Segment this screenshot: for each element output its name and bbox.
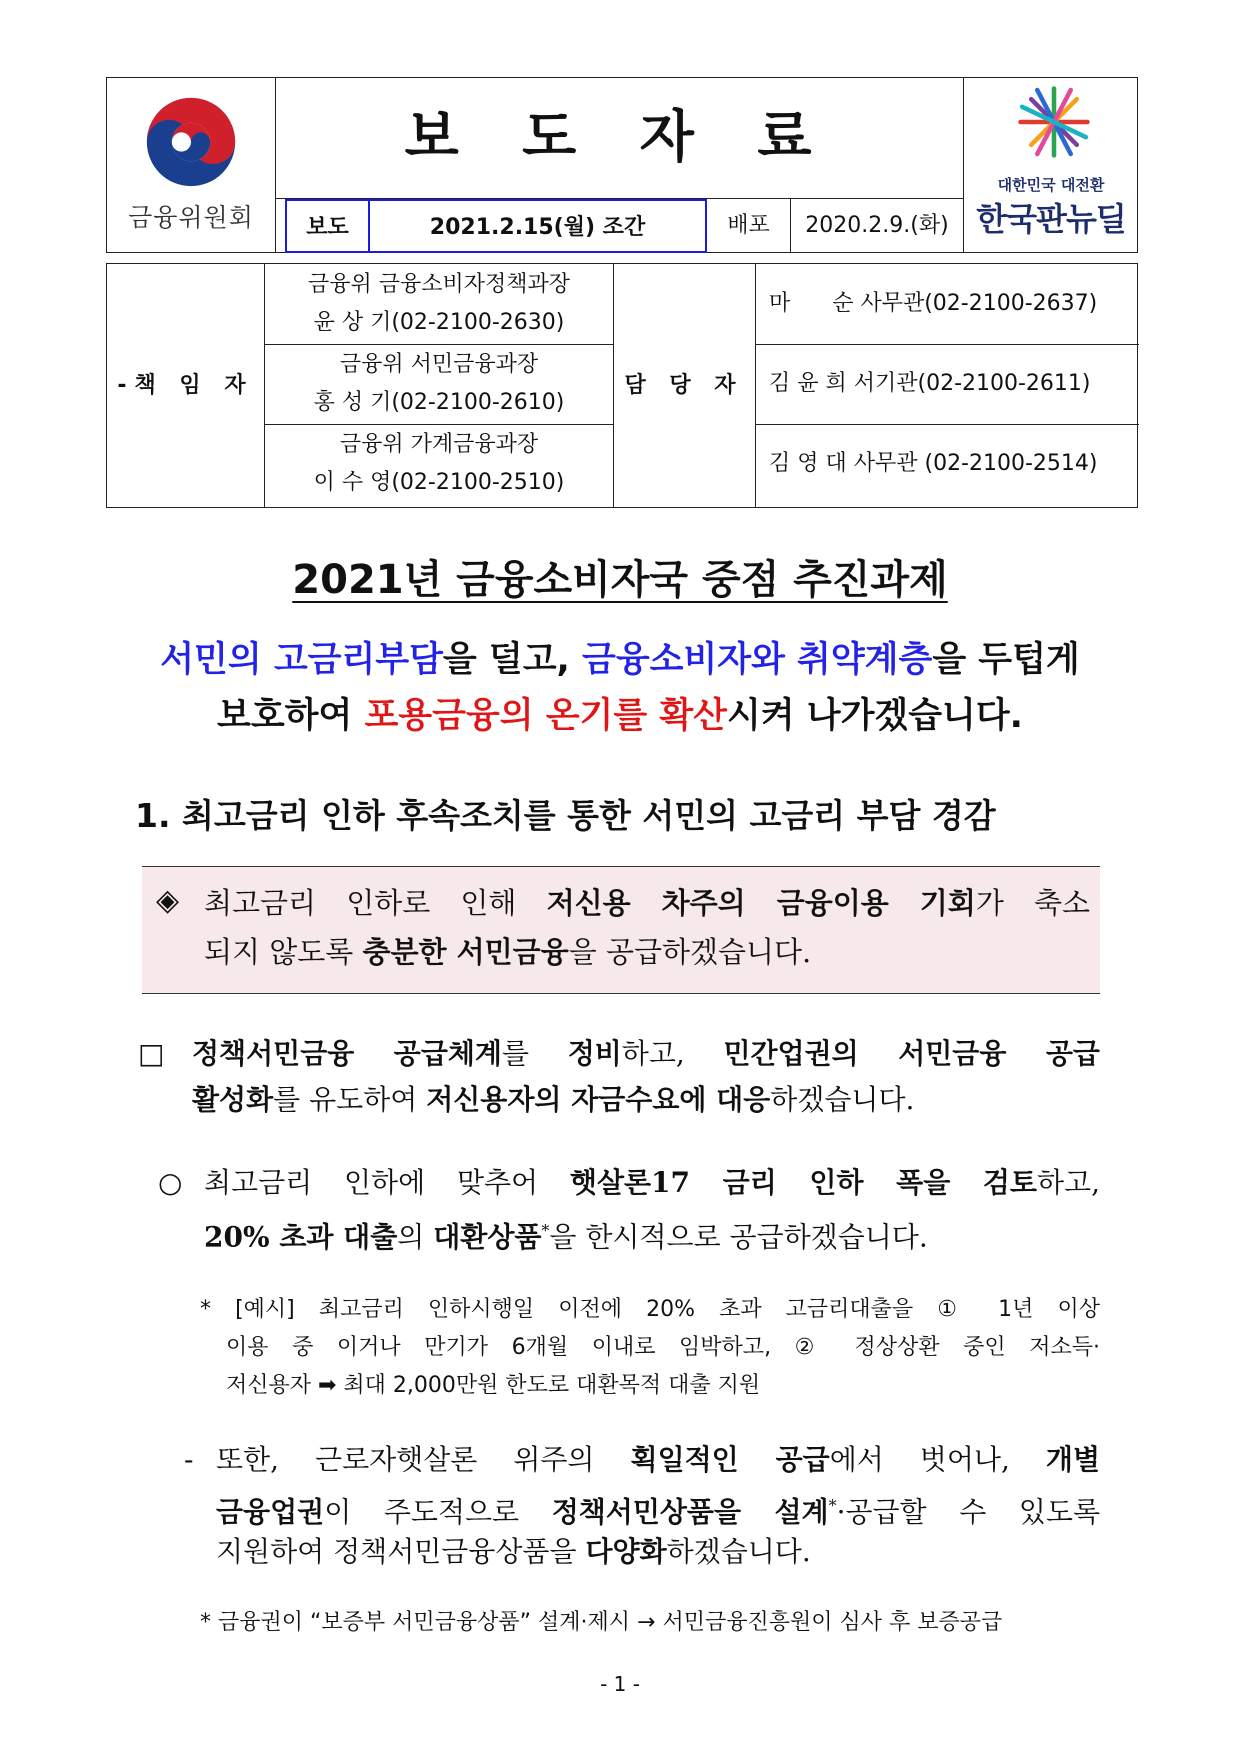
circle-bullet-icon: ○ [158, 1166, 183, 1199]
policy-paragraph-line-2 [192, 1077, 914, 1123]
responsible-name: 홍 성 기(02-2100-2610) [313, 390, 565, 415]
bold-text: 저신용자의 자금수요에 대응 [426, 1083, 771, 1116]
text: 을 두텁게 [932, 640, 1080, 680]
bold-text: 정책서민상품을 설계 [551, 1495, 829, 1529]
responsible-1 [265, 266, 613, 342]
text: 또한, 근로자햇살론 위주의 [216, 1443, 631, 1476]
subtitle-line-2 [0, 688, 1240, 738]
policy-paragraph-line-1 [192, 1031, 1100, 1077]
bold-text: 정책서민금융 공급체계 [192, 1037, 502, 1070]
text: 를 [501, 1037, 568, 1070]
text: 하고, [1036, 1166, 1100, 1199]
responsible-dept: 금융위 가계금융과장 [339, 432, 539, 457]
text: 하겠습니다. [666, 1535, 811, 1568]
brand-name: 한국판뉴딜 [976, 200, 1126, 238]
section-heading: 1. 최고금리 인하 후속조치를 통한 서민의 고금리 부담 경감 [135, 796, 996, 835]
text: 를 유도하여 [273, 1083, 427, 1116]
responsible-dept: 금융위 금융소비자정책과장 [307, 272, 571, 297]
bold-text: 저신용 차주의 금융이용 기회 [546, 886, 976, 920]
text: 되지 않도록 [204, 935, 363, 969]
divider [264, 424, 613, 425]
summary-line-1 [204, 879, 1090, 928]
text: 을 덜고, [442, 640, 583, 680]
dash-item-line-2 [216, 1483, 1100, 1535]
document-title-text: 2021년 금융소비자국 중점 추진과제 [292, 557, 948, 603]
circle-item-line-2 [204, 1208, 928, 1260]
responsible-2 [265, 346, 613, 422]
korean-new-deal-star-icon [1016, 84, 1092, 160]
note-line-3: 저신용자 ➡ 최대 2,000만원 한도로 대환목적 대출 지원 [226, 1373, 761, 1398]
responsible-label: -책 임 자 [117, 373, 254, 398]
release-info-row [275, 198, 963, 255]
bold-text: 민간업권의 서민금융 공급 [723, 1037, 1100, 1070]
press-release-header [106, 77, 1138, 253]
bold-text: 개별 [1045, 1443, 1100, 1476]
responsible-name: 윤 상 기(02-2100-2630) [313, 310, 565, 335]
square-bullet-icon: □ [138, 1037, 165, 1070]
bold-text: 획일적인 공급 [630, 1443, 830, 1476]
text: ·공급할 수 있도록 [836, 1495, 1100, 1529]
note-line-1: * [예시] 최고금리 인하시행일 이전에 20% 초과 고금리대출을 ① 1년 이상 [200, 1297, 1100, 1322]
release-label: 보도 [285, 199, 370, 253]
brand-cell [963, 78, 1138, 252]
page-number: - 1 - [600, 1672, 640, 1696]
diamond-bullet-icon: ◈ [156, 883, 180, 918]
highlight-text: 금융소비자와 취약계층 [582, 640, 933, 680]
text: 하겠습니다. [770, 1083, 915, 1116]
dash-item-line-3 [216, 1529, 811, 1575]
distribution-label: 배포 [707, 199, 791, 253]
staff-3: 김 영 대 사무관 (02-2100-2514) [769, 451, 1098, 476]
text: 최고금리 인하로 인해 [204, 886, 547, 920]
text: 을 한시적으로 공급하겠습니다. [549, 1220, 928, 1254]
highlight-text: 포용금융의 온기를 확산 [364, 696, 727, 736]
text: 지원하여 정책서민금융상품을 [216, 1535, 586, 1568]
bold-text: 20% 초과 대출 [204, 1220, 398, 1254]
bold-text: 활성화 [192, 1083, 274, 1116]
dash-item-line-1 [216, 1437, 1100, 1483]
text: 보호하여 [217, 696, 365, 736]
note-line-2: 이용 중 이거나 만기가 6개월 이내로 임박하고, ② 정상상환 중인 저소득· [226, 1335, 1100, 1360]
staff-1: 마 순 사무관(02-2100-2637) [769, 291, 1098, 316]
logo-cell [107, 78, 276, 252]
staff-2: 김 윤 희 서기관(02-2100-2611) [769, 371, 1091, 396]
summary-box [142, 866, 1100, 994]
brand-subtitle: 대한민국 대전환 [997, 176, 1105, 194]
responsible-dept: 금융위 서민금융과장 [339, 352, 539, 377]
government-emblem-icon [143, 94, 239, 190]
summary-text [204, 879, 1090, 977]
bold-text: 금융업권 [216, 1495, 325, 1529]
divider [755, 264, 756, 507]
text: 이 주도적으로 [324, 1495, 552, 1529]
staff-label: 담 당 자 [624, 373, 744, 398]
bold-text: 충분한 서민금융 [362, 935, 569, 969]
responsible-3 [265, 426, 613, 502]
contacts-table [106, 263, 1138, 508]
text: 최고금리 인하에 맞추어 [204, 1166, 570, 1199]
divider [264, 344, 613, 345]
footnote-mark: * [828, 1496, 837, 1515]
dash-bullet: - [184, 1443, 194, 1476]
circle-item-line-1 [204, 1160, 1100, 1206]
text: 에서 벗어나, [829, 1443, 1046, 1476]
release-date: 2021.2.15(월) 조간 [370, 199, 707, 253]
footnote-mark: * [541, 1221, 550, 1240]
bold-text: 햇살론17 금리 인하 폭을 검토 [569, 1166, 1037, 1199]
text: 가 축소 [975, 886, 1090, 920]
text: 을 공급하겠습니다. [568, 935, 812, 969]
bold-text: 다양화 [585, 1535, 667, 1568]
bold-text: 정비 [567, 1037, 622, 1070]
summary-line-2 [204, 928, 1090, 977]
document-title [0, 548, 1240, 605]
subtitle-line-1 [0, 632, 1240, 682]
responsible-name: 이 수 영(02-2100-2510) [313, 470, 565, 495]
note-2: * 금융권이 “보증부 서민금융상품” 설계·제시 → 서민금융진흥원이 심사 후 보증공급 [200, 1610, 1003, 1635]
text: 의 [397, 1220, 434, 1254]
text: 시켜 나가겠습니다. [726, 696, 1023, 736]
page-title: 보 도 자 료 [404, 105, 834, 170]
org-name: 금융위원회 [128, 203, 254, 232]
distribution-date: 2020.2.9.(화) [805, 213, 949, 238]
text: 하고, [621, 1037, 724, 1070]
highlight-text: 서민의 고금리부담 [160, 640, 443, 680]
bold-text: 대환상품 [433, 1220, 542, 1254]
